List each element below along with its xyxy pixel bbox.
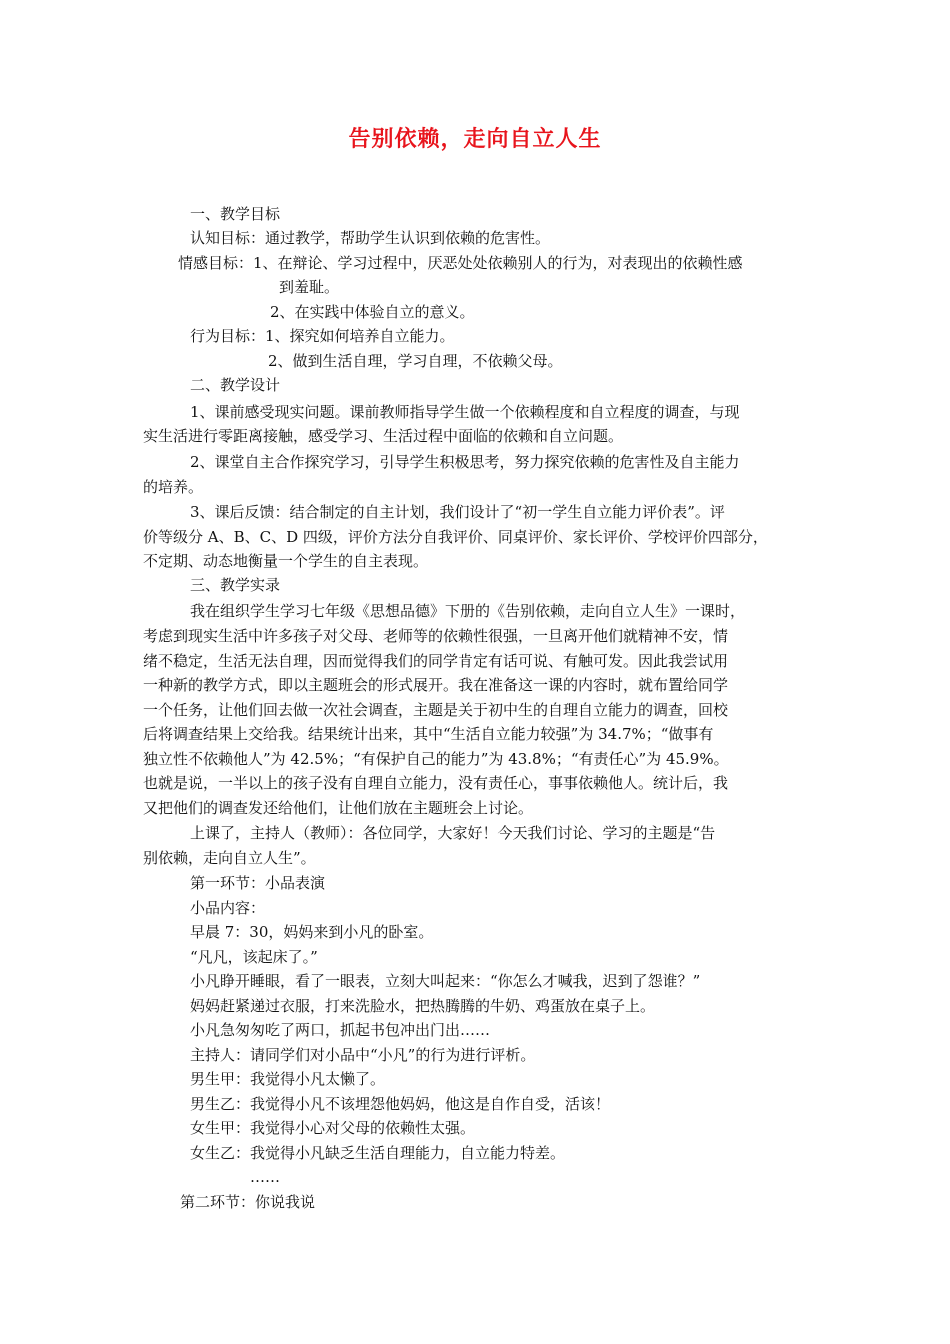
text-line: 小凡急匆匆吃了两口，抓起书包冲出门出…… xyxy=(190,1021,491,1039)
text-line: 一种新的教学方式，即以主题班会的形式展开。我在准备这一课的内容时，就布置给同学 xyxy=(143,676,729,694)
text-line: 第二环节：你说我说 xyxy=(180,1193,316,1211)
text-line: 男生乙：我觉得小凡不该埋怨他妈妈，他这是自作自受，活该！ xyxy=(190,1095,611,1113)
text-line: 价等级分 A、B、C、D 四级，评价方法分自我评价、同桌评价、家长评价、学校评价四部分， xyxy=(143,528,768,546)
text-line: 到羞耻。 xyxy=(279,278,340,296)
text-line: 2、做到生活自理，学习自理，不依赖父母。 xyxy=(268,352,563,370)
text-line: “凡凡，该起床了。” xyxy=(190,948,318,966)
text-line: 一、教学目标 xyxy=(190,205,281,223)
text-line: 不定期、动态地衡量一个学生的自主表现。 xyxy=(143,552,429,570)
text-line: 二、教学设计 xyxy=(190,376,281,394)
text-line: 上课了，主持人（教师）：各位同学，大家好！今天我们讨论、学习的主题是“告 xyxy=(190,824,716,842)
text-line: 2、课堂自主合作探究学习，引导学生积极思考，努力探究依赖的危害性及自主能力 xyxy=(190,453,740,471)
text-line: 男生甲：我觉得小凡太懒了。 xyxy=(190,1070,386,1088)
text-line: 女生甲：我觉得小心对父母的依赖性太强。 xyxy=(190,1119,476,1137)
text-line: 行为目标：1、探究如何培养自立能力。 xyxy=(190,327,455,345)
text-line: 绪不稳定，生活无法自理，因而觉得我们的同学肯定有话可说、有触可发。因此我尝试用 xyxy=(143,652,729,670)
text-line: 我在组织学生学习七年级《思想品德》下册的《告别依赖，走向自立人生》一课时， xyxy=(190,602,746,620)
text-line: 三、教学实录 xyxy=(190,576,281,594)
text-line: 1、课前感受现实问题。课前教师指导学生做一个依赖程度和自立程度的调查，与现 xyxy=(190,403,740,421)
text-line: 认知目标：通过教学，帮助学生认识到依赖的危害性。 xyxy=(190,229,551,247)
text-line: 妈妈赶紧递过衣服，打来洗脸水，把热腾腾的牛奶、鸡蛋放在桌子上。 xyxy=(190,997,656,1015)
text-line: 女生乙：我觉得小凡缺乏生活自理能力，自立能力特差。 xyxy=(190,1144,566,1162)
text-line: 后将调查结果上交给我。结果统计出来，其中“生活自立能力较强”为 34.7%；“做事有 xyxy=(143,725,714,743)
text-line: 情感目标：1、在辩论、学习过程中，厌恶处处依赖别人的行为，对表现出的依赖性感 xyxy=(178,254,743,272)
text-line: 3、课后反馈：结合制定的自主计划，我们设计了“初一学生自立能力评价表”。评 xyxy=(190,503,725,521)
text-line: 又把他们的调查发还给他们，让他们放在主题班会上讨论。 xyxy=(143,799,534,817)
text-line: 早晨 7：30，妈妈来到小凡的卧室。 xyxy=(190,923,434,941)
text-line: 一个任务，让他们回去做一次社会调查，主题是关于初中生的自理自立能力的调查，回校 xyxy=(143,701,729,719)
text-line: 也就是说，一半以上的孩子没有自理自立能力，没有责任心，事事依赖他人。统计后，我 xyxy=(143,774,729,792)
text-line: 的培养。 xyxy=(143,478,204,496)
document-title: 告别依赖，走向自立人生 xyxy=(348,126,602,152)
text-line: 小品内容： xyxy=(190,899,266,917)
text-line: 考虑到现实生活中许多孩子对父母、老师等的依赖性很强，一旦离开他们就精神不安，情 xyxy=(143,627,729,645)
text-line: 小凡睁开睡眼，看了一眼表，立刻大叫起来：“你怎么才喊我，迟到了怨谁？” xyxy=(190,972,701,990)
text-line: 主持人：请同学们对小品中“小凡”的行为进行评析。 xyxy=(190,1046,536,1064)
text-line: 别依赖，走向自立人生”。 xyxy=(143,849,316,867)
text-line: …… xyxy=(250,1168,280,1186)
text-line: 2、在实践中体验自立的意义。 xyxy=(270,303,475,321)
text-line: 实生活进行零距离接触，感受学习、生活过程中面临的依赖和自立问题。 xyxy=(143,427,624,445)
text-line: 第一环节：小品表演 xyxy=(190,874,326,892)
text-line: 独立性不依赖他人”为 42.5%；“有保护自己的能力”为 43.8%；“有责任心”为 45.9%。 xyxy=(143,750,729,768)
